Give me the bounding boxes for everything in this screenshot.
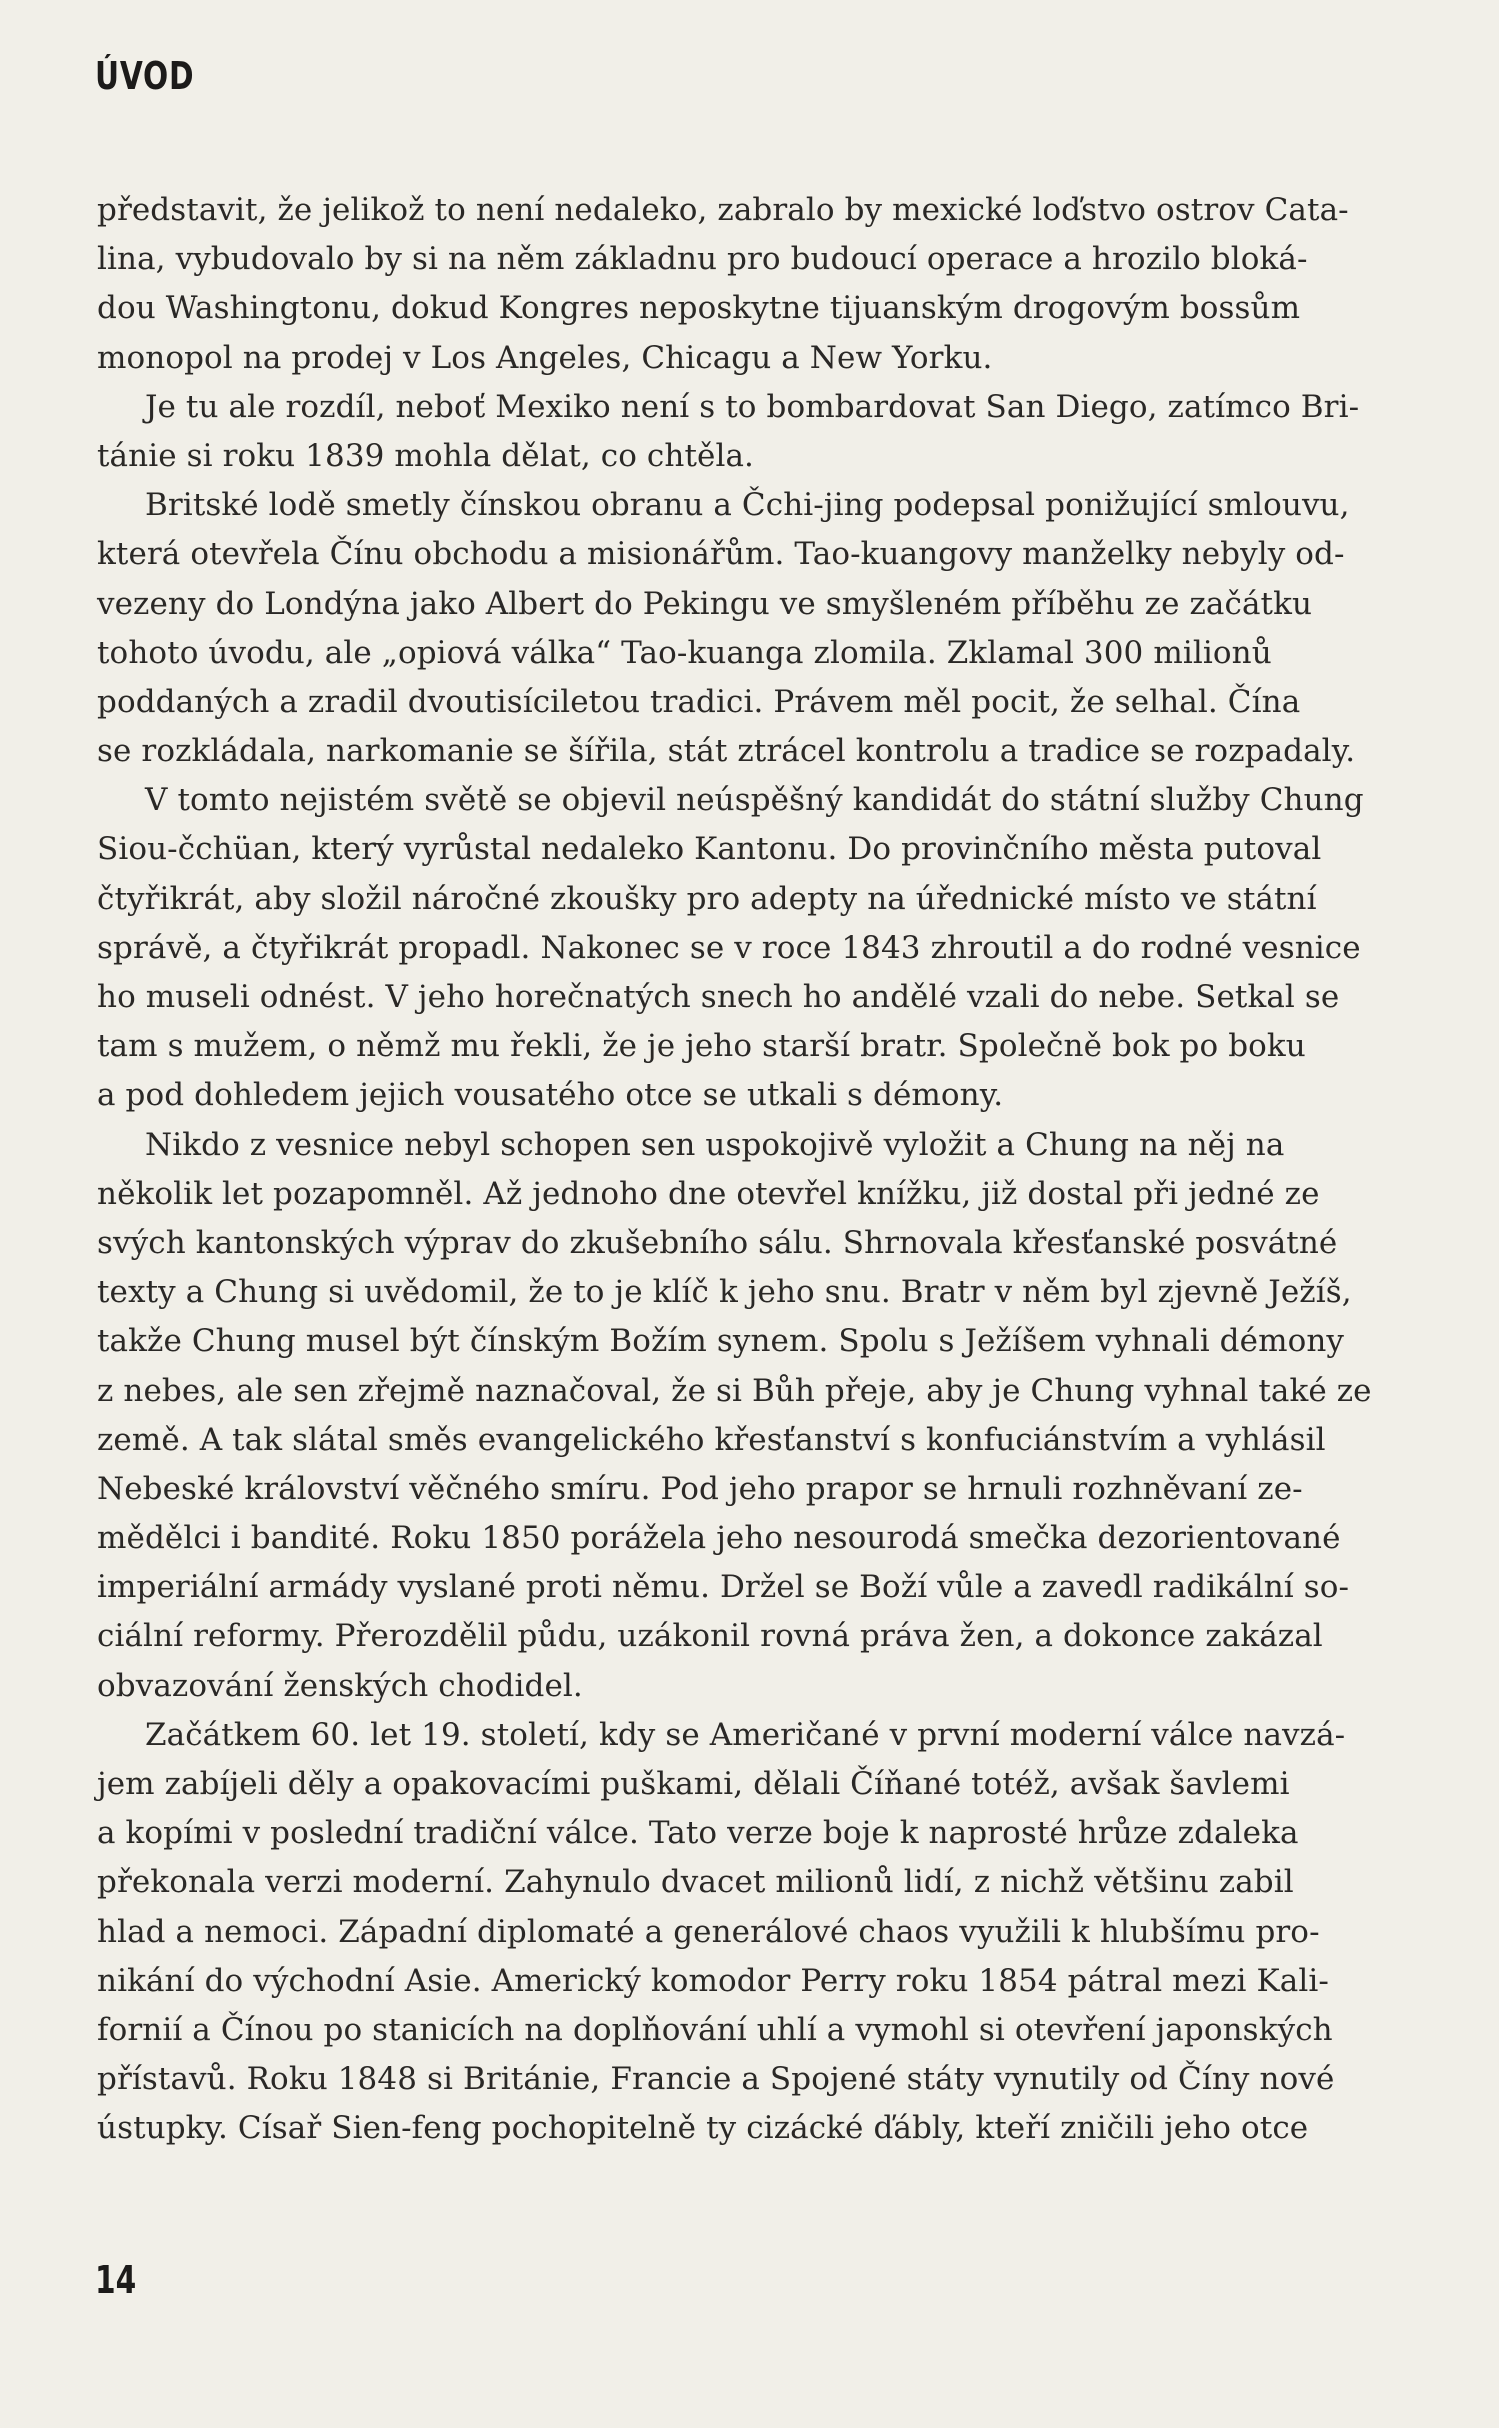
text-line: vezeny do Londýna jako Albert do Pekingu ve smyšleném příběhu ze začátku <box>97 585 1313 622</box>
paragraph <box>97 383 1395 481</box>
text-line: Nikdo z vesnice nebyl schopen sen uspokojivě vyložit a Chung na něj na <box>145 1126 1285 1163</box>
text-line: obvazování ženských chodidel. <box>97 1667 583 1704</box>
text-line: z nebes, ale sen zřejmě naznačoval, že si Bůh přeje, aby je Chung vyhnal také ze <box>97 1372 1372 1409</box>
text-line: překonala verzi moderní. Zahynulo dvacet milionů lidí, z nichž většinu zabil <box>97 1864 1294 1901</box>
text-line: svých kantonských výprav do zkušebního sálu. Shrnovala křesťanské posvátné <box>97 1224 1338 1261</box>
text-line: několik let pozapomněl. Až jednoho dne otevřel knížku, již dostal při jedné ze <box>97 1175 1320 1212</box>
paragraph <box>97 1711 1395 2154</box>
body-text <box>97 186 1395 2154</box>
text-line: představit, že jelikož to není nedaleko, zabralo by mexické loďstvo ostrov Cata- <box>97 192 1349 228</box>
text-line: texty a Chung si uvědomil, že to je klíč k jeho snu. Bratr v něm byl zjevně Ježíš, <box>97 1274 1352 1311</box>
text-line: Je tu ale rozdíl, neboť Mexiko není s to bombardovat San Diego, zatímco Bri- <box>145 388 1360 425</box>
text-line: poddaných a zradil dvoutisíciletou tradici. Právem měl pocit, že selhal. Čína <box>97 683 1301 720</box>
text-line: a pod dohledem jejich vousatého otce se utkali s démony. <box>97 1077 1004 1114</box>
text-line: ústupky. Císař Sien-feng pochopitelně ty cizácké ďábly, kteří zničili jeho otce <box>97 2110 1309 2147</box>
paragraph <box>97 776 1395 1120</box>
paragraph <box>97 1121 1395 1711</box>
text-line: správě, a čtyřikrát propadl. Nakonec se v roce 1843 zhroutil a do rodné vesnice <box>97 929 1361 966</box>
text-line: Nebeské království věčného smíru. Pod jeho prapor se hrnuli rozhněvaní ze- <box>97 1470 1303 1507</box>
text-line: tam s mužem, o němž mu řekli, že je jeho starší bratr. Společně bok po boku <box>97 1028 1306 1065</box>
text-line: monopol na prodej v Los Angeles, Chicagu a New Yorku. <box>97 339 993 376</box>
running-header: ÚVOD <box>95 54 195 98</box>
text-line: přístavů. Roku 1848 si Británie, Francie a Spojené státy vynutily od Číny nové <box>97 2061 1335 2098</box>
text-line: ciální reformy. Přerozdělil půdu, uzákonil rovná práva žen, a dokonce zakázal <box>97 1618 1323 1655</box>
text-line: země. A tak slátal směs evangelického křesťanství s konfuciánstvím a vyhlásil <box>97 1421 1326 1458</box>
text-line: takže Chung musel být čínským Božím synem. Spolu s Ježíšem vyhnali démony <box>97 1323 1345 1360</box>
text-line: Britské lodě smetly čínskou obranu a Čchi-jing podepsal ponižující smlouvu, <box>145 487 1350 524</box>
text-line: se rozkládala, narkomanie se šířila, stát ztrácel kontrolu a tradice se rozpadaly. <box>97 733 1356 770</box>
paragraph <box>97 481 1395 776</box>
text-line: lina, vybudovalo by si na něm základnu pro budoucí operace a hrozilo bloká- <box>97 241 1308 278</box>
text-line: imperiální armády vyslané proti němu. Držel se Boží vůle a zavedl radikální so- <box>97 1569 1350 1606</box>
text-line: mědělci i bandité. Roku 1850 porážela jeho nesourodá smečka dezorientované <box>97 1520 1341 1557</box>
text-line: tánie si roku 1839 mohla dělat, co chtěla. <box>97 437 755 474</box>
text-line: nikání do východní Asie. Americký komodor Perry roku 1854 pátral mezi Kali- <box>97 1962 1329 1999</box>
text-line: hlad a nemoci. Západní diplomaté a generálové chaos využili k hlubšímu pro- <box>97 1913 1320 1950</box>
text-line: čtyřikrát, aby složil náročné zkoušky pro adepty na úřednické místo ve státní <box>97 880 1317 917</box>
text-line: V tomto nejistém světě se objevil neúspěšný kandidát do státní služby Chung <box>145 782 1364 819</box>
text-line: dou Washingtonu, dokud Kongres neposkytne tijuanským drogovým bossům <box>97 290 1301 327</box>
text-line: jem zabíjeli děly a opakovacími puškami, dělali Číňané totéž, avšak šavlemi <box>97 1766 1290 1802</box>
text-line: Siou-čchüan, který vyrůstal nedaleko Kantonu. Do provinčního města putoval <box>97 831 1322 868</box>
text-line: a kopími v poslední tradiční válce. Tato verze boje k naprosté hrůze zdaleka <box>97 1815 1299 1852</box>
text-line: ho museli odnést. V jeho horečnatých snech ho andělé vzali do nebe. Setkal se <box>97 979 1340 1015</box>
text-line: fornií a Čínou po stanicích na doplňování uhlí a vymohl si otevření japonských <box>97 2011 1333 2048</box>
text-line: která otevřela Čínu obchodu a misionářům. Tao-kuangovy manželky nebyly od- <box>97 536 1345 573</box>
page-number: 14 <box>95 2258 137 2302</box>
text-line: Začátkem 60. let 19. století, kdy se Američané v první moderní válce navzá- <box>145 1716 1346 1753</box>
text-line: tohoto úvodu, ale „opiová válka“ Tao-kuanga zlomila. Zklamal 300 milionů <box>97 634 1272 671</box>
paragraph <box>97 186 1395 383</box>
